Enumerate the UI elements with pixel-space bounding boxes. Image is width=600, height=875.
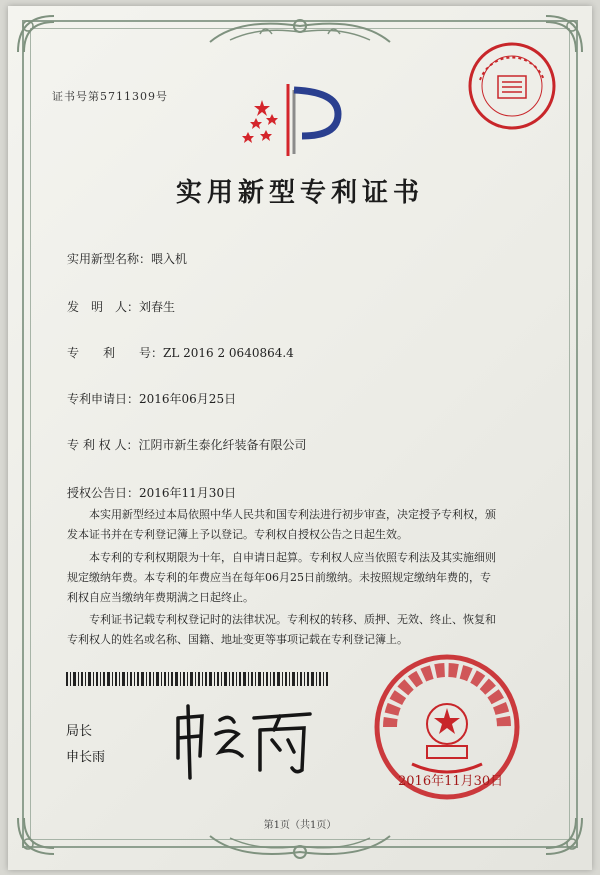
- patent-number: 专 利 号：ZL 2016 2 0640864.4: [67, 346, 294, 360]
- patent-office-logo: [242, 80, 354, 162]
- grant-announcement-date: 授权公告日：2016年11月30日: [67, 486, 237, 500]
- seal-date: 2016年11月30日: [398, 774, 504, 789]
- patentee: 专 利 权 人：江阴市新生泰化纤装备有限公司: [67, 438, 307, 452]
- paragraph-line: 专利权人的姓名或名称、国籍、地址变更等事项记载在专利登记簿上。: [67, 633, 408, 646]
- inventor: 发 明 人：刘春生: [67, 300, 176, 314]
- utility-model-name: 实用新型名称：喂入机: [67, 252, 188, 266]
- handwritten-signature: [168, 700, 318, 780]
- paragraph-line: 发本证书并在专利登记簿上予以登记。专利权自授权公告之日起生效。: [67, 528, 408, 541]
- top-ornament: [200, 12, 400, 50]
- application-date: 专利申请日：2016年06月25日: [67, 392, 237, 406]
- corner-ornament-top-left: [14, 12, 62, 60]
- signature-name: 申长雨: [66, 750, 106, 765]
- paragraph-line: 专利证书记载专利权登记时的法律状况。专利权的转移、质押、无效、终止、恢复和: [67, 613, 496, 626]
- paragraph-line: 本实用新型经过本局依照中华人民共和国专利法进行初步审查，决定授予专利权，颁: [67, 508, 496, 521]
- signature-title: 局长: [66, 724, 93, 739]
- paragraph-line: 利权自应当缴纳年费期满之日起终止。: [67, 591, 254, 604]
- certificate-number: 证书号第5711309号: [52, 90, 168, 103]
- certificate-title: 实用新型专利证书: [175, 178, 424, 208]
- paragraph-line: 规定缴纳年费。本专利的年费应当在每年06月25日前缴纳。未按照规定缴纳年费的，专: [67, 571, 491, 584]
- barcode: [66, 672, 328, 686]
- paragraph-line: 本专利的专利权期限为十年，自申请日起算。专利权人应当依照专利法及其实施细则: [67, 551, 496, 564]
- agency-seal: [466, 40, 558, 132]
- bottom-ornament: [200, 830, 400, 866]
- page-footer: 第1页（共1页）: [263, 820, 337, 831]
